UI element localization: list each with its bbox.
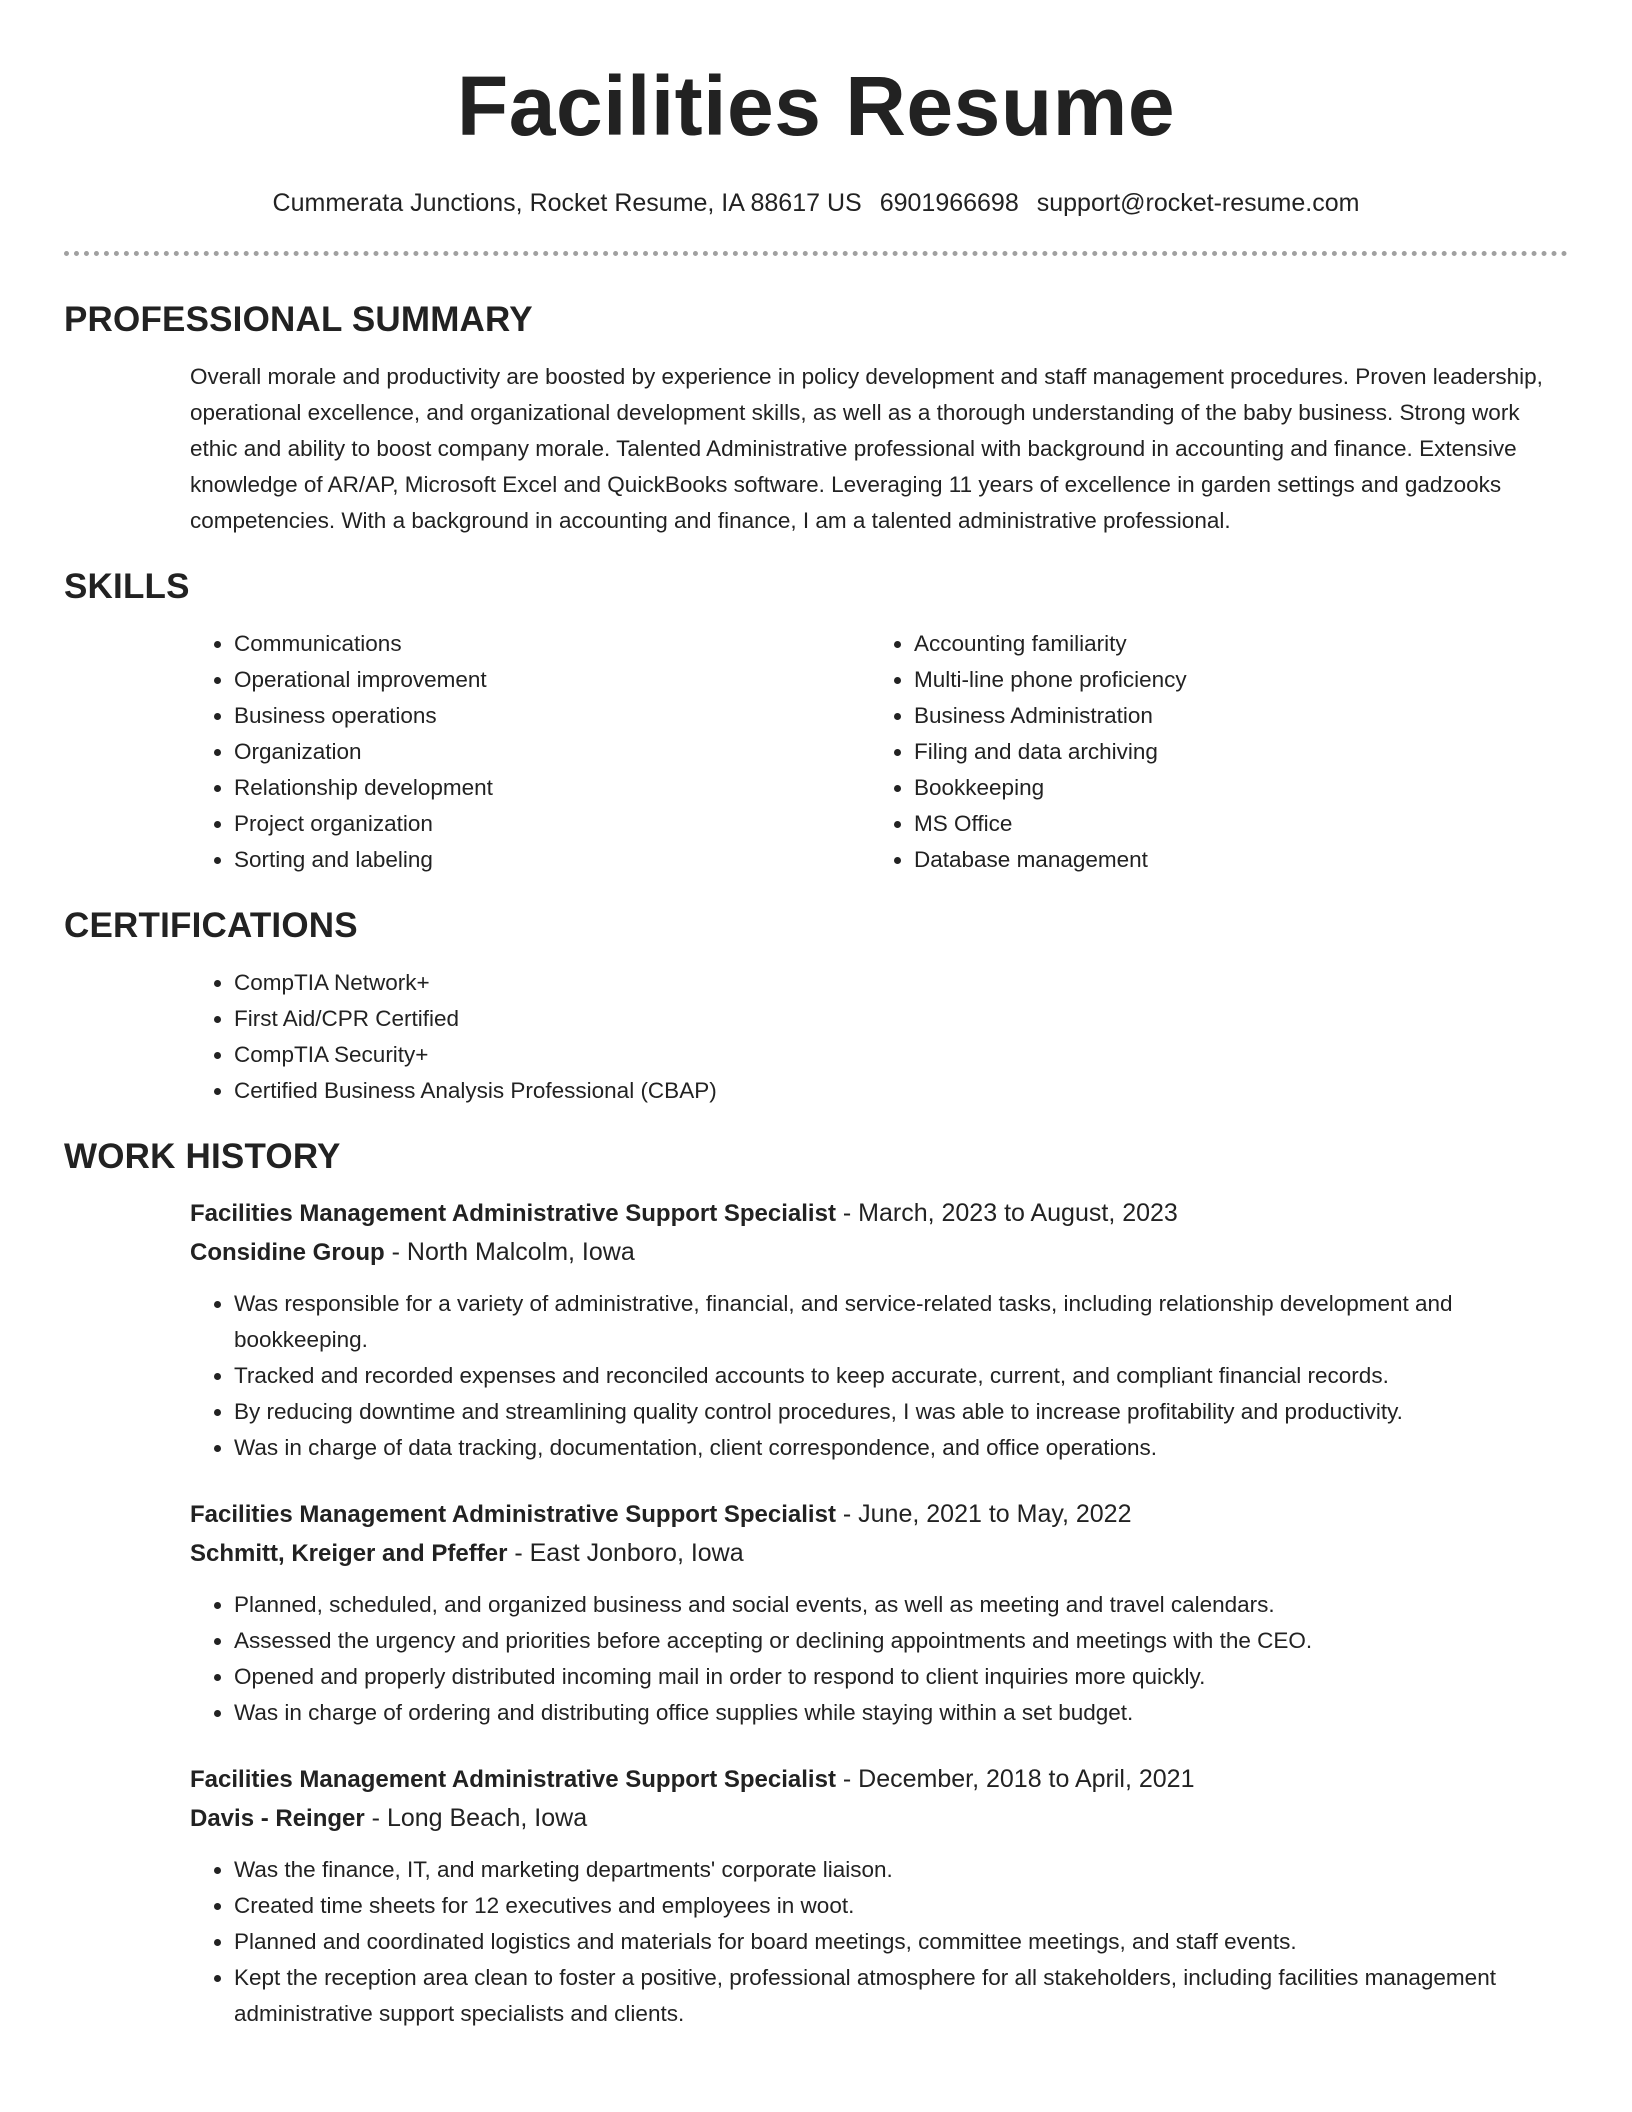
- job-bullet: • Opened and properly distributed incoming mail in order to respond to client inquiries more quickly.: [234, 1659, 1558, 1695]
- skill-item: • Multi-line phone proficiency: [914, 662, 1550, 698]
- section-title-work-history: WORK HISTORY: [64, 1137, 341, 1176]
- job-title: Facilities Management Administrative Support Specialist: [190, 1766, 836, 1793]
- certification-item: • CompTIA Security+: [234, 1037, 1558, 1073]
- skill-item: • Database management: [914, 842, 1550, 878]
- skill-item: • Sorting and labeling: [234, 842, 870, 878]
- company-line: [190, 1233, 1558, 1272]
- skill-item: • Accounting familiarity: [914, 626, 1550, 662]
- job-dates: - June, 2021 to May, 2022: [835, 1500, 1132, 1528]
- section-title-skills: SKILLS: [64, 567, 190, 606]
- skills-column-right: [870, 626, 1550, 878]
- skill-item: • Organization: [234, 734, 870, 770]
- company-location: - North Malcolm, Iowa: [384, 1238, 635, 1266]
- phone: 6901966698: [879, 189, 1019, 217]
- job-bullet: • Was the finance, IT, and marketing departments' corporate liaison.: [234, 1852, 1558, 1888]
- skills-section: [64, 567, 1568, 878]
- job-bullet: • Created time sheets for 12 executives and employees in woot.: [234, 1888, 1558, 1924]
- skill-item: • Communications: [234, 626, 870, 662]
- job-bullet: • Was in charge of data tracking, documentation, client correspondence, and office operations.: [234, 1430, 1558, 1466]
- job-title-line: [190, 1760, 1558, 1799]
- skill-item: • Business Administration: [914, 698, 1550, 734]
- certification-item: • CompTIA Network+: [234, 965, 1558, 1001]
- job-bullet: • By reducing downtime and streamlining quality control procedures, I was able to increase profitability and productivity.: [234, 1394, 1558, 1430]
- skill-item: • Project organization: [234, 806, 870, 842]
- address: Cummerata Junctions, Rocket Resume, IA 88617 US: [272, 189, 862, 217]
- job-bullet: • Was responsible for a variety of administrative, financial, and service-related tasks, including relationship development and bookkeeping.: [234, 1286, 1558, 1358]
- section-title-certifications: CERTIFICATIONS: [64, 906, 358, 945]
- job-bullet: • Planned, scheduled, and organized business and social events, as well as meeting and travel calendars.: [234, 1587, 1558, 1623]
- skill-item: • Relationship development: [234, 770, 870, 806]
- skill-item: • MS Office: [914, 806, 1550, 842]
- job-entry: [190, 1495, 1558, 1731]
- job-dates: - March, 2023 to August, 2023: [835, 1199, 1178, 1227]
- skill-item: • Business operations: [234, 698, 870, 734]
- company-name: Schmitt, Kreiger and Pfeffer: [190, 1540, 508, 1567]
- company-line: [190, 1534, 1558, 1573]
- company-name: Davis - Reinger: [190, 1805, 365, 1832]
- resume-title: Facilities Resume: [456, 59, 1176, 153]
- header-divider: [64, 251, 1568, 256]
- certification-item: • Certified Business Analysis Professional (CBAP): [234, 1073, 1558, 1109]
- job-bullet: • Kept the reception area clean to foster a positive, professional atmosphere for all stakeholders, including facilities management administrative support specialists and clients.: [234, 1960, 1558, 2032]
- job-bullet: • Was in charge of ordering and distributing office supplies while staying within a set budget.: [234, 1695, 1558, 1731]
- job-dates: - December, 2018 to April, 2021: [835, 1765, 1195, 1793]
- work-history-section: [64, 1137, 1568, 2032]
- company-location: - East Jonboro, Iowa: [507, 1539, 744, 1567]
- company-name: Considine Group: [190, 1239, 385, 1266]
- job-bullet: • Tracked and recorded expenses and reconciled accounts to keep accurate, current, and compliant financial records.: [234, 1358, 1558, 1394]
- skill-item: • Bookkeeping: [914, 770, 1550, 806]
- skills-column-left: [190, 626, 870, 878]
- job-title-line: [190, 1495, 1558, 1534]
- professional-summary-section: [64, 300, 1568, 539]
- job-title: Facilities Management Administrative Support Specialist: [190, 1200, 836, 1227]
- company-line: [190, 1799, 1558, 1838]
- contact-line: [64, 188, 1568, 218]
- job-bullet: • Planned and coordinated logistics and materials for board meetings, committee meetings, and staff events.: [234, 1924, 1558, 1960]
- job-bullet: • Assessed the urgency and priorities before accepting or declining appointments and meetings with the CEO.: [234, 1623, 1558, 1659]
- job-entry: [190, 1194, 1558, 1466]
- job-entry: [190, 1760, 1558, 2032]
- job-title: Facilities Management Administrative Support Specialist: [190, 1501, 836, 1528]
- skill-item: • Operational improvement: [234, 662, 870, 698]
- certifications-section: [64, 906, 1568, 1109]
- email[interactable]: support@rocket-resume.com: [1036, 189, 1360, 217]
- company-location: - Long Beach, Iowa: [364, 1804, 588, 1832]
- certification-item: • First Aid/CPR Certified: [234, 1001, 1558, 1037]
- section-title-summary: PROFESSIONAL SUMMARY: [64, 300, 533, 339]
- job-title-line: [190, 1194, 1558, 1233]
- skill-item: • Filing and data archiving: [914, 734, 1550, 770]
- summary-text: Overall morale and productivity are boosted by experience in policy development and staff management procedures. Proven leadership, operational excellence, and organizational development skills, as well as a thorough understanding of the baby business. Strong work ethic and ability to boost company morale. Talented Administrative professional with background in accounting and finance. Extensive knowledge of AR/AP, Microsoft Excel and QuickBooks software. Leveraging 11 years of excellence in garden settings and gadzooks competencies. With a background in accounting and finance, I am a talented administrative professional.: [190, 364, 1543, 533]
